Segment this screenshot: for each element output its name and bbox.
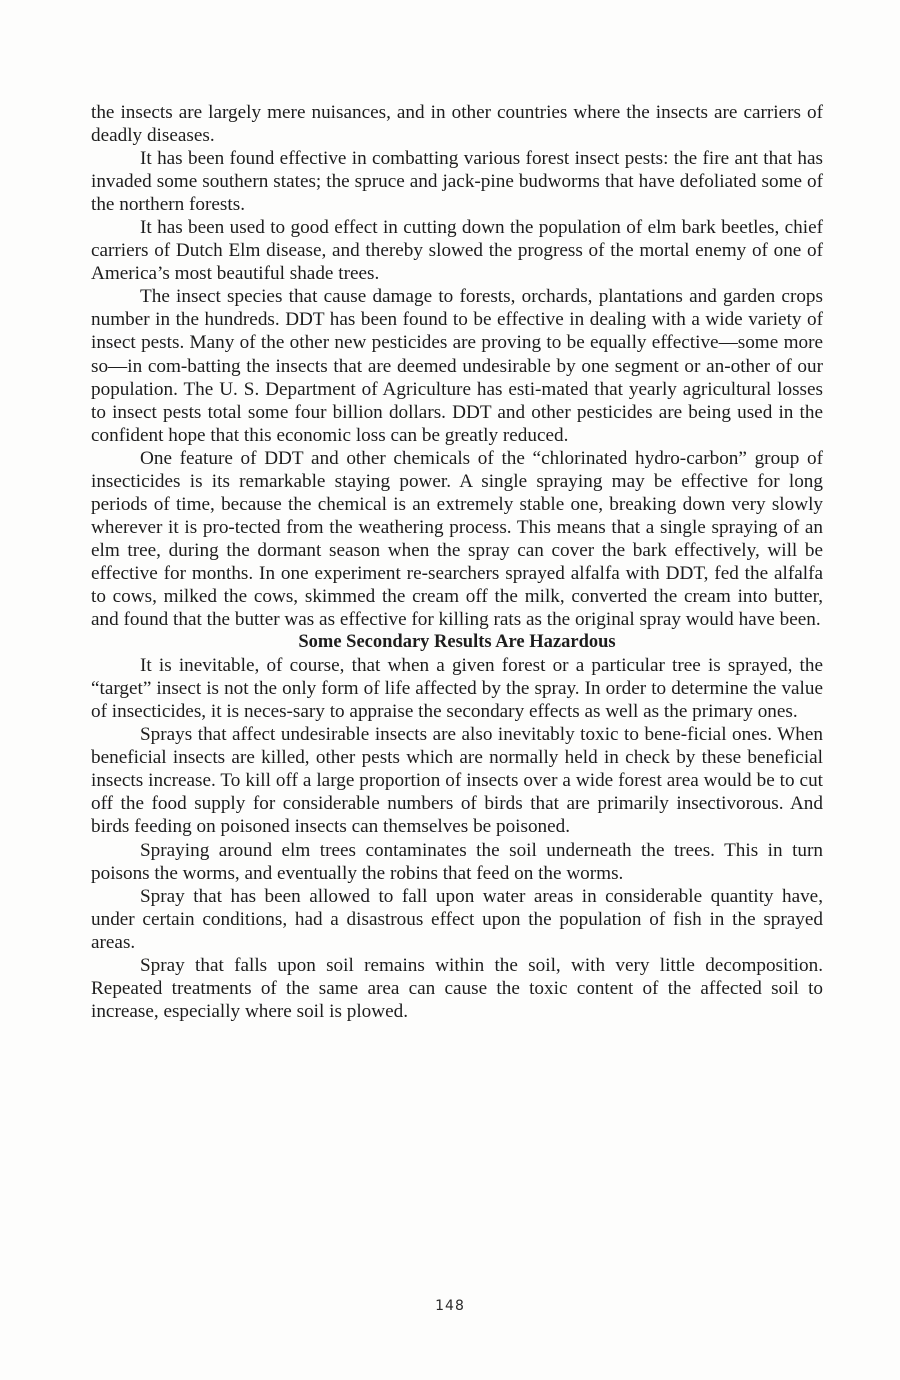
- page-number: 148: [435, 1298, 465, 1314]
- paragraph-soil-decomposition: Spray that falls upon soil remains within the soil, with very little decomposition. Repeated treatments of the same area can cause the toxic content of the affected soil to increase, especially where soil is plowed.: [91, 954, 823, 1022]
- paragraph-forest-pests: It has been found effective in combatting various forest insect pests: the fire ant that has invaded some southern states; the spruce and jack-pine budworms that have defoliated some of the northern forests.: [91, 148, 823, 216]
- paragraph-elm-bark-beetles: It has been used to good effect in cutting down the population of elm bark beetles, chief carriers of Dutch Elm disease, and thereby slowed the progress of the mortal enemy of one of America’s most beautiful shade trees.: [91, 217, 823, 285]
- paragraph-insect-species-damage: The insect species that cause damage to forests, orchards, plantations and garden crops number in the hundreds. DDT has been found to be effective in dealing with a wide variety of insect pests. Many of the other new pesticides are proving to be equally effective—some more so—in com-batting the insects that are deemed undesirable by one segment or an-other of our population. The U. S. Department of Agriculture has esti-mated that yearly agricultural losses to insect pests total some four billion dollars. DDT and other pesticides are being used in the confident hope that this economic loss can be greatly reduced.: [91, 286, 823, 446]
- body-text: [91, 101, 823, 1023]
- paragraph-staying-power: One feature of DDT and other chemicals of the “chlorinated hydro-carbon” group of insecticides is its remarkable staying power. A single spraying may be effective for long periods of time, because the chemical is an extremely stable one, breaking down very slowly wherever it is pro-tected from the weathering process. This means that a single spraying of an elm tree, during the dormant season when the spray can cover the bark effectively, will be effective for months. In one experiment re-searchers sprayed alfalfa with DDT, fed the alfalfa to cows, milked the cows, skimmed the cream off the milk, converted the cream into butter, and found that the butter was as effective for killing rats as the original spray would have been.: [91, 447, 823, 631]
- paragraph-water-fish: Spray that has been allowed to fall upon water areas in considerable quantity have, under certain conditions, had a disastrous effect upon the population of fish in the sprayed areas.: [91, 885, 823, 953]
- section-heading: Some Secondary Results Are Hazardous: [298, 632, 616, 653]
- paragraph-beneficial-insects: Sprays that affect undesirable insects are also inevitably toxic to bene-ficial ones. When beneficial insects are killed, other pests which are normally held in check by these beneficial insects increase. To kill off a large proportion of insects over a wide forest area would be to cut off the food supply for considerable numbers of birds that are primarily insectivorous. And birds feeding on poisoned insects can themselves be poisoned.: [91, 724, 823, 838]
- paragraph-continuation: the insects are largely mere nuisances, and in other countries where the insects are carriers of deadly diseases.: [91, 102, 823, 147]
- paragraph-elm-soil-worms: Spraying around elm trees contaminates the soil underneath the trees. This in turn poisons the worms, and eventually the robins that feed on the worms.: [91, 839, 823, 884]
- paragraph-inevitable-effects: It is inevitable, of course, that when a given forest or a particular tree is sprayed, the “target” insect is not the only form of life affected by the spray. In order to determine the value of insecticides, it is neces-sary to appraise the secondary effects as well as the primary ones.: [91, 655, 823, 723]
